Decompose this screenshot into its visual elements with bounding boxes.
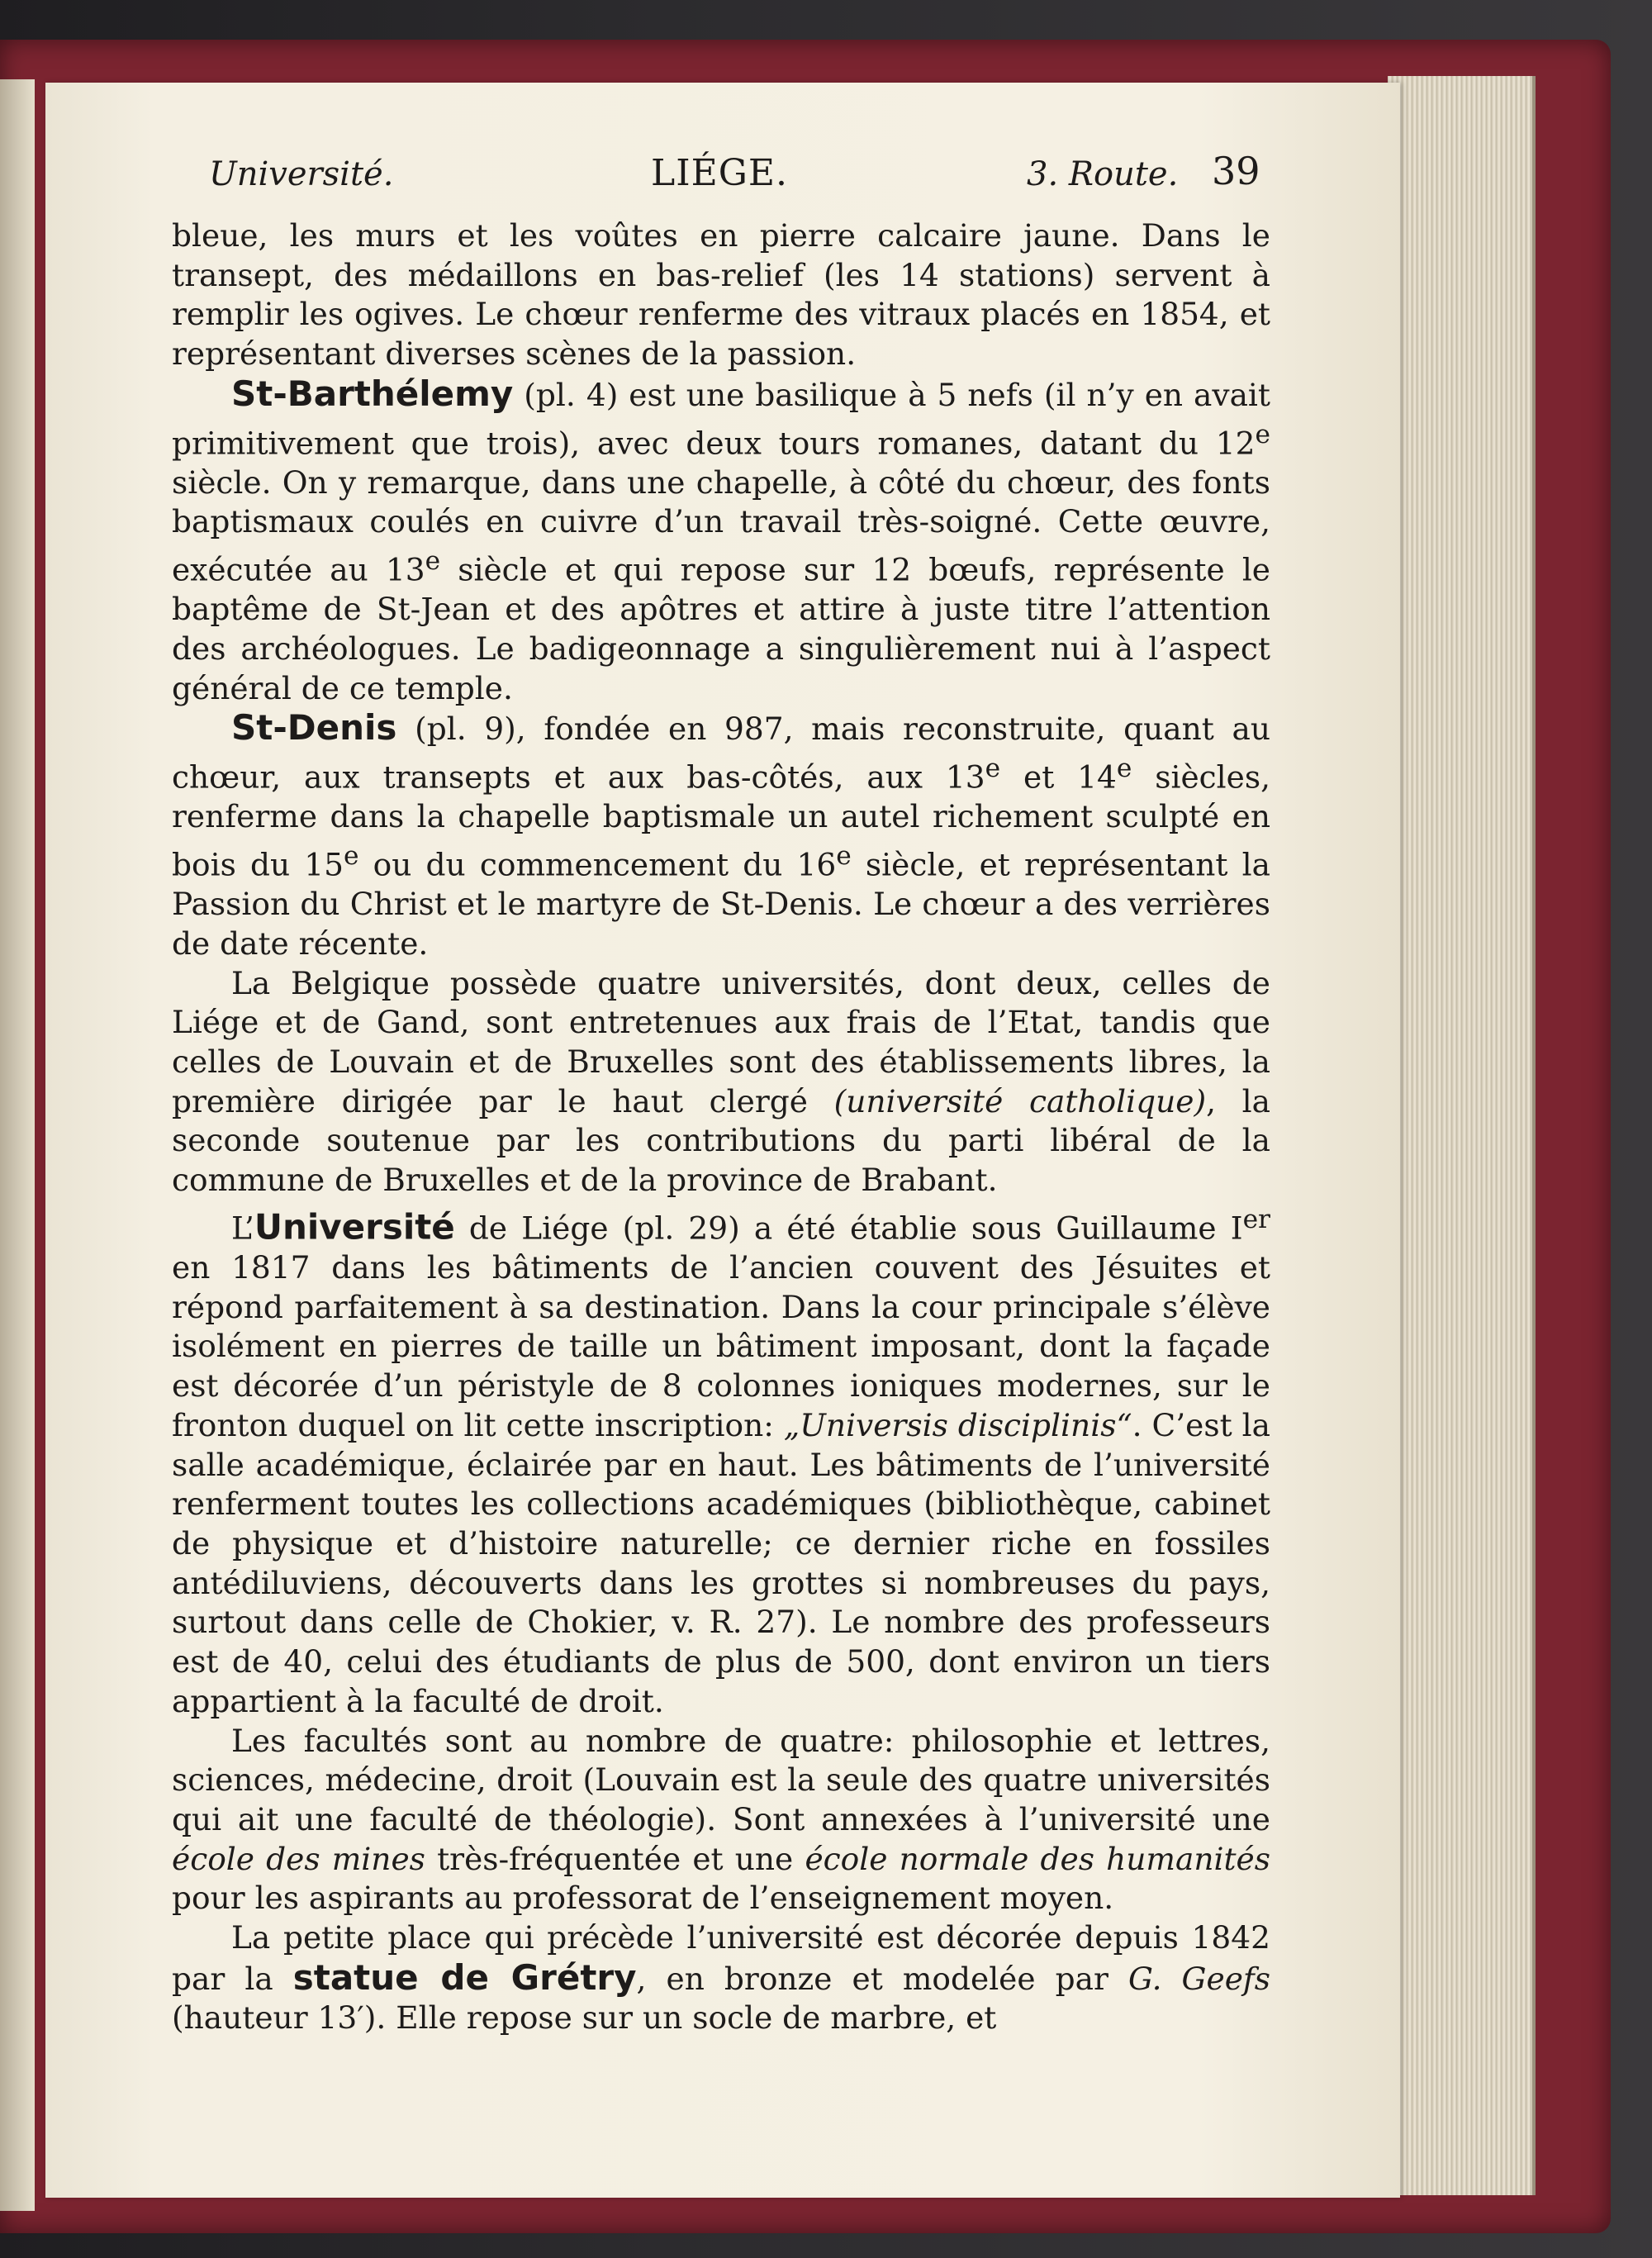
- header-city: LIÉGE.: [651, 152, 788, 194]
- superscript: e: [1116, 753, 1132, 784]
- text-run: (pl. 9), fondée en 987, mais reconstruite, quant au chœur, aux transepts et aux bas-côtés, aux 13: [172, 711, 1270, 796]
- paragraph: [172, 1200, 1270, 1722]
- heading-term: Université: [254, 1206, 455, 1248]
- paragraph: [172, 1722, 1270, 1919]
- paragraph: [172, 1918, 1270, 2038]
- page-block-edges: [1388, 76, 1536, 2195]
- heading-term: St-Denis: [231, 707, 397, 749]
- text-run: (pl. 4) est une basilique à 5 nefs (il n’y en avait primitivement que trois), avec deux tours romanes, datant du 12: [172, 376, 1270, 462]
- paragraph: [172, 964, 1270, 1200]
- text-run: siècle, et représentant la Passion du Christ et le martyre de St-Denis. Le chœur a des verrières de date récente.: [172, 846, 1270, 962]
- text-run: , en bronze et modelée par: [636, 1960, 1128, 1997]
- italic-text: (université catholique): [833, 1082, 1207, 1119]
- superscript: e: [985, 753, 1001, 784]
- body-text: [172, 216, 1270, 2038]
- header-section: Université.: [209, 155, 394, 193]
- superscript: e: [836, 841, 852, 872]
- text-run: (hauteur 13′). Elle repose sur un socle de marbre, et: [172, 1999, 997, 2037]
- paragraph: [172, 216, 1270, 374]
- text-run: très-fréquentée et une: [425, 1840, 805, 1877]
- superscript: e: [344, 841, 359, 872]
- superscript: er: [1242, 1204, 1270, 1234]
- italic-text: école des mines: [172, 1840, 425, 1877]
- italic-text: „Universis disciplinis“: [783, 1406, 1132, 1443]
- superscript: e: [1255, 419, 1270, 449]
- paragraph: [172, 708, 1270, 963]
- heading-term: St-Barthélemy: [231, 373, 514, 414]
- text-run: siècle. On y remarque, dans une chapelle, à côté du chœur, des fonts baptismaux coulés en cuivre d’un travail très-soigné. Cette œuvre, exécutée au 13: [172, 463, 1270, 588]
- text-run: . C’est la salle académique, éclairée par en haut. Les bâtiments de l’université renferment toutes les collections académiques (bibliothèque, cabinet de physique et d’histoire naturelle; ce dernier riche en fossiles antédiluviens, découverts dans les grottes si nombreuses du pays, surtout dans celle de Chokier, v. R. 27). Le nombre des professeurs est de 40, celui des étudiants de plus de 500, dont environ un tiers appartient à la faculté de droit.: [172, 1406, 1270, 1719]
- text-run: et 14: [1000, 758, 1117, 796]
- text-run: L’: [231, 1210, 254, 1247]
- italic-text: G. Geefs: [1127, 1960, 1271, 1997]
- text-run: siècles, renferme dans la chapelle baptismale un autel richement sculpté en bois du 15: [172, 758, 1271, 883]
- text-run: pour les aspirants au professorat de l’enseignement moyen.: [172, 1880, 1114, 1917]
- page-number: 39: [1212, 149, 1260, 193]
- text-run: siècle et qui repose sur 12 bœufs, représente le baptême de St-Jean et des apôtres et attire à juste titre l’attention des archéologues. Le badigeonnage a singulièrement nui à l’aspect général de ce temple.: [172, 551, 1270, 706]
- text-run: de Liége (pl. 29) a été établie sous Guillaume I: [454, 1210, 1243, 1247]
- text-run: bleue, les murs et les voûtes en pierre calcaire jaune. Dans le transept, des médaillons en bas-relief (les 14 stations) servent à remplir les ogives. Le chœur renferme des vitraux placés en 1854, et représentant diverses scènes de la passion.: [172, 217, 1270, 373]
- previous-page-edge: [0, 79, 35, 2211]
- text-run: ou du commencement du 16: [358, 846, 837, 883]
- superscript: e: [425, 546, 441, 577]
- header-route: 3. Route.: [1027, 155, 1179, 193]
- italic-text: école normale des humanités: [805, 1840, 1270, 1877]
- text-run: , la seconde soutenue par les contributions du parti libéral de la commune de Bruxelles et de la province de Brabant.: [172, 1082, 1270, 1199]
- text-run: La petite place qui précède l’université est décorée depuis 1842 par la: [172, 1919, 1270, 1997]
- text-run: en 1817 dans les bâtiments de l’ancien couvent des Jésuites et répond parfaitement à sa destination. Dans la cour principale s’élève isolément en pierres de taille un bâtiment imposant, dont la façade est décorée d’un péristyle de 8 colonnes ioniques modernes, sur le fronton duquel on lit cette inscription:: [172, 1249, 1270, 1443]
- paragraph: [172, 374, 1270, 709]
- running-header: [209, 149, 1262, 198]
- text-run: Les facultés sont au nombre de quatre: philosophie et lettres, sciences, médecine, droit (Louvain est la seule des quatre universités qui ait une faculté de théologie). Sont annexées à l’université une: [172, 1722, 1270, 1837]
- heading-term: statue de Grétry: [292, 1956, 637, 1998]
- text-run: La Belgique possède quatre universités, dont deux, celles de Liége et de Gand, sont entretenues aux frais de l’Etat, tandis que celles de Louvain et de Bruxelles sont des établissements libres, la première dirigée par le haut clergé: [172, 964, 1270, 1119]
